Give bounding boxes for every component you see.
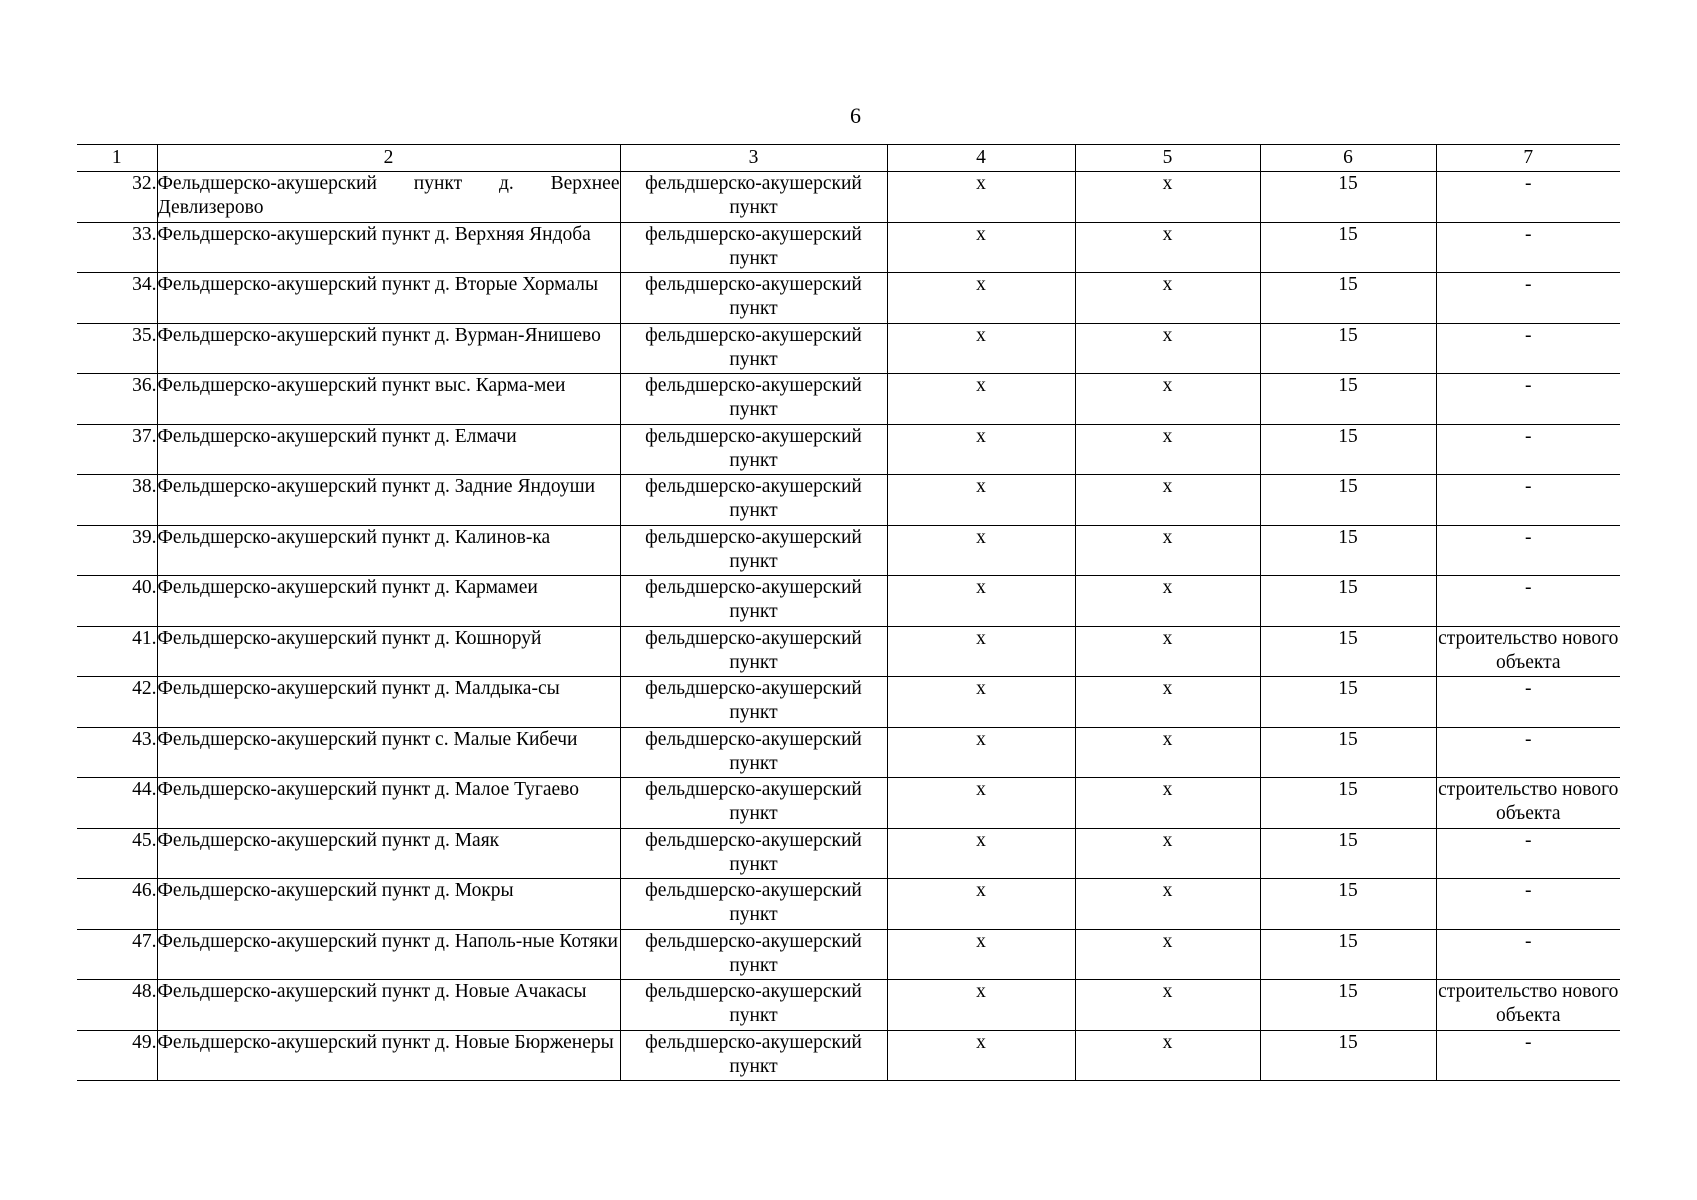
column-4-cell: x xyxy=(887,475,1075,526)
note-cell: строительство нового объекта xyxy=(1436,778,1620,829)
note-cell: - xyxy=(1436,677,1620,728)
column-4-cell: x xyxy=(887,1030,1075,1081)
note-cell: - xyxy=(1436,576,1620,627)
note-cell: - xyxy=(1436,828,1620,879)
column-5-cell: x xyxy=(1075,172,1260,223)
facility-type-cell: фельдшерско-акушерский пункт xyxy=(620,475,887,526)
table-row xyxy=(77,929,1620,980)
column-6-cell: 15 xyxy=(1260,424,1436,475)
column-5-cell: x xyxy=(1075,727,1260,778)
note-cell: - xyxy=(1436,374,1620,425)
facility-name-cell: Фельдшерско-акушерский пункт д. Вурман-Янишево xyxy=(157,323,620,374)
column-4-cell: x xyxy=(887,172,1075,223)
column-6-cell: 15 xyxy=(1260,172,1436,223)
column-4-cell: x xyxy=(887,424,1075,475)
row-number-cell: 41. xyxy=(77,626,157,677)
table-row xyxy=(77,626,1620,677)
facility-type-cell: фельдшерско-акушерский пункт xyxy=(620,677,887,728)
facility-type-cell: фельдшерско-акушерский пункт xyxy=(620,929,887,980)
page-number: 6 xyxy=(850,103,861,128)
column-4-cell: x xyxy=(887,828,1075,879)
table-row xyxy=(77,879,1620,930)
note-cell: - xyxy=(1436,323,1620,374)
note-cell: - xyxy=(1436,172,1620,223)
column-6-cell: 15 xyxy=(1260,879,1436,930)
row-number-cell: 49. xyxy=(77,1030,157,1081)
facility-name-cell: Фельдшерско-акушерский пункт д. Верхнее Девлизерово xyxy=(157,172,620,223)
facility-name-cell: Фельдшерско-акушерский пункт д. Малое Тугаево xyxy=(157,778,620,829)
table-row xyxy=(77,727,1620,778)
note-cell: - xyxy=(1436,525,1620,576)
column-4-cell: x xyxy=(887,273,1075,324)
column-4-cell: x xyxy=(887,778,1075,829)
facility-type-cell: фельдшерско-акушерский пункт xyxy=(620,222,887,273)
facilities-table xyxy=(77,144,1620,1081)
table-row xyxy=(77,424,1620,475)
column-6-cell: 15 xyxy=(1260,475,1436,526)
column-6-cell: 15 xyxy=(1260,222,1436,273)
facility-name-cell: Фельдшерско-акушерский пункт с. Малые Кибечи xyxy=(157,727,620,778)
note-cell: - xyxy=(1436,1030,1620,1081)
facility-name-cell: Фельдшерско-акушерский пункт д. Новые Бюрженеры xyxy=(157,1030,620,1081)
table-row xyxy=(77,374,1620,425)
facility-type-cell: фельдшерско-акушерский пункт xyxy=(620,879,887,930)
column-4-cell: x xyxy=(887,626,1075,677)
column-6-cell: 15 xyxy=(1260,677,1436,728)
column-5-cell: x xyxy=(1075,626,1260,677)
column-5-cell: x xyxy=(1075,1030,1260,1081)
table-row xyxy=(77,172,1620,223)
row-number-cell: 38. xyxy=(77,475,157,526)
facility-name-cell: Фельдшерско-акушерский пункт д. Верхняя Яндоба xyxy=(157,222,620,273)
facility-type-cell: фельдшерско-акушерский пункт xyxy=(620,778,887,829)
note-cell: - xyxy=(1436,475,1620,526)
column-4-cell: x xyxy=(887,323,1075,374)
facility-type-cell: фельдшерско-акушерский пункт xyxy=(620,424,887,475)
facility-name-cell: Фельдшерско-акушерский пункт д. Кошноруй xyxy=(157,626,620,677)
note-cell: - xyxy=(1436,727,1620,778)
column-5-cell: x xyxy=(1075,273,1260,324)
column-5-cell: x xyxy=(1075,929,1260,980)
column-6-cell: 15 xyxy=(1260,980,1436,1031)
column-5-cell: x xyxy=(1075,576,1260,627)
table-row xyxy=(77,778,1620,829)
facility-name-cell: Фельдшерско-акушерский пункт д. Наполь-ные Котяки xyxy=(157,929,620,980)
facility-type-cell: фельдшерско-акушерский пункт xyxy=(620,525,887,576)
column-4-cell: x xyxy=(887,576,1075,627)
note-cell: - xyxy=(1436,273,1620,324)
facility-type-cell: фельдшерско-акушерский пункт xyxy=(620,273,887,324)
table-body xyxy=(77,172,1620,1081)
column-header: 4 xyxy=(887,145,1075,172)
row-number-cell: 36. xyxy=(77,374,157,425)
column-6-cell: 15 xyxy=(1260,525,1436,576)
column-5-cell: x xyxy=(1075,879,1260,930)
column-5-cell: x xyxy=(1075,778,1260,829)
row-number-cell: 34. xyxy=(77,273,157,324)
table-row xyxy=(77,828,1620,879)
table-row xyxy=(77,525,1620,576)
column-6-cell: 15 xyxy=(1260,778,1436,829)
facility-name-cell: Фельдшерско-акушерский пункт д. Малдыка-сы xyxy=(157,677,620,728)
table-row xyxy=(77,1030,1620,1081)
column-header: 7 xyxy=(1436,145,1620,172)
column-6-cell: 15 xyxy=(1260,374,1436,425)
column-4-cell: x xyxy=(887,525,1075,576)
facility-name-cell: Фельдшерско-акушерский пункт д. Мокры xyxy=(157,879,620,930)
facility-type-cell: фельдшерско-акушерский пункт xyxy=(620,828,887,879)
facility-name-cell: Фельдшерско-акушерский пункт д. Вторые Хормалы xyxy=(157,273,620,324)
column-5-cell: x xyxy=(1075,828,1260,879)
table-row xyxy=(77,576,1620,627)
column-6-cell: 15 xyxy=(1260,828,1436,879)
column-6-cell: 15 xyxy=(1260,323,1436,374)
column-5-cell: x xyxy=(1075,475,1260,526)
facility-type-cell: фельдшерско-акушерский пункт xyxy=(620,323,887,374)
column-header: 3 xyxy=(620,145,887,172)
facility-type-cell: фельдшерско-акушерский пункт xyxy=(620,1030,887,1081)
column-4-cell: x xyxy=(887,374,1075,425)
facility-name-cell: Фельдшерско-акушерский пункт д. Елмачи xyxy=(157,424,620,475)
row-number-cell: 48. xyxy=(77,980,157,1031)
header-row xyxy=(77,145,1620,172)
note-cell: строительство нового объекта xyxy=(1436,626,1620,677)
table-row xyxy=(77,677,1620,728)
column-4-cell: x xyxy=(887,929,1075,980)
facility-type-cell: фельдшерско-акушерский пункт xyxy=(620,374,887,425)
row-number-cell: 43. xyxy=(77,727,157,778)
table-row xyxy=(77,273,1620,324)
column-5-cell: x xyxy=(1075,374,1260,425)
column-header: 2 xyxy=(157,145,620,172)
facility-name-cell: Фельдшерско-акушерский пункт выс. Карма-меи xyxy=(157,374,620,425)
column-header: 1 xyxy=(77,145,157,172)
column-6-cell: 15 xyxy=(1260,626,1436,677)
facility-type-cell: фельдшерско-акушерский пункт xyxy=(620,980,887,1031)
row-number-cell: 39. xyxy=(77,525,157,576)
facility-name-cell: Фельдшерско-акушерский пункт д. Маяк xyxy=(157,828,620,879)
column-4-cell: x xyxy=(887,980,1075,1031)
table-row xyxy=(77,980,1620,1031)
column-header: 5 xyxy=(1075,145,1260,172)
column-6-cell: 15 xyxy=(1260,1030,1436,1081)
column-6-cell: 15 xyxy=(1260,273,1436,324)
column-header: 6 xyxy=(1260,145,1436,172)
facility-name-cell: Фельдшерско-акушерский пункт д. Задние Яндоуши xyxy=(157,475,620,526)
row-number-cell: 33. xyxy=(77,222,157,273)
note-cell: - xyxy=(1436,222,1620,273)
column-5-cell: x xyxy=(1075,525,1260,576)
row-number-cell: 40. xyxy=(77,576,157,627)
column-5-cell: x xyxy=(1075,677,1260,728)
facility-type-cell: фельдшерско-акушерский пункт xyxy=(620,626,887,677)
column-4-cell: x xyxy=(887,879,1075,930)
facility-name-cell: Фельдшерско-акушерский пункт д. Кармамеи xyxy=(157,576,620,627)
table-row xyxy=(77,222,1620,273)
facility-type-cell: фельдшерско-акушерский пункт xyxy=(620,172,887,223)
column-4-cell: x xyxy=(887,222,1075,273)
row-number-cell: 32. xyxy=(77,172,157,223)
column-5-cell: x xyxy=(1075,222,1260,273)
facility-name-cell: Фельдшерско-акушерский пункт д. Калинов-ка xyxy=(157,525,620,576)
row-number-cell: 42. xyxy=(77,677,157,728)
column-5-cell: x xyxy=(1075,980,1260,1031)
table-row xyxy=(77,475,1620,526)
column-5-cell: x xyxy=(1075,323,1260,374)
row-number-cell: 45. xyxy=(77,828,157,879)
column-6-cell: 15 xyxy=(1260,929,1436,980)
row-number-cell: 44. xyxy=(77,778,157,829)
note-cell: - xyxy=(1436,879,1620,930)
note-cell: - xyxy=(1436,929,1620,980)
column-6-cell: 15 xyxy=(1260,576,1436,627)
row-number-cell: 37. xyxy=(77,424,157,475)
facility-type-cell: фельдшерско-акушерский пункт xyxy=(620,727,887,778)
column-4-cell: x xyxy=(887,727,1075,778)
row-number-cell: 46. xyxy=(77,879,157,930)
table-row xyxy=(77,323,1620,374)
column-5-cell: x xyxy=(1075,424,1260,475)
facility-type-cell: фельдшерско-акушерский пункт xyxy=(620,576,887,627)
note-cell: - xyxy=(1436,424,1620,475)
note-cell: строительство нового объекта xyxy=(1436,980,1620,1031)
column-4-cell: x xyxy=(887,677,1075,728)
row-number-cell: 35. xyxy=(77,323,157,374)
column-6-cell: 15 xyxy=(1260,727,1436,778)
facility-name-cell: Фельдшерско-акушерский пункт д. Новые Ачакасы xyxy=(157,980,620,1031)
row-number-cell: 47. xyxy=(77,929,157,980)
